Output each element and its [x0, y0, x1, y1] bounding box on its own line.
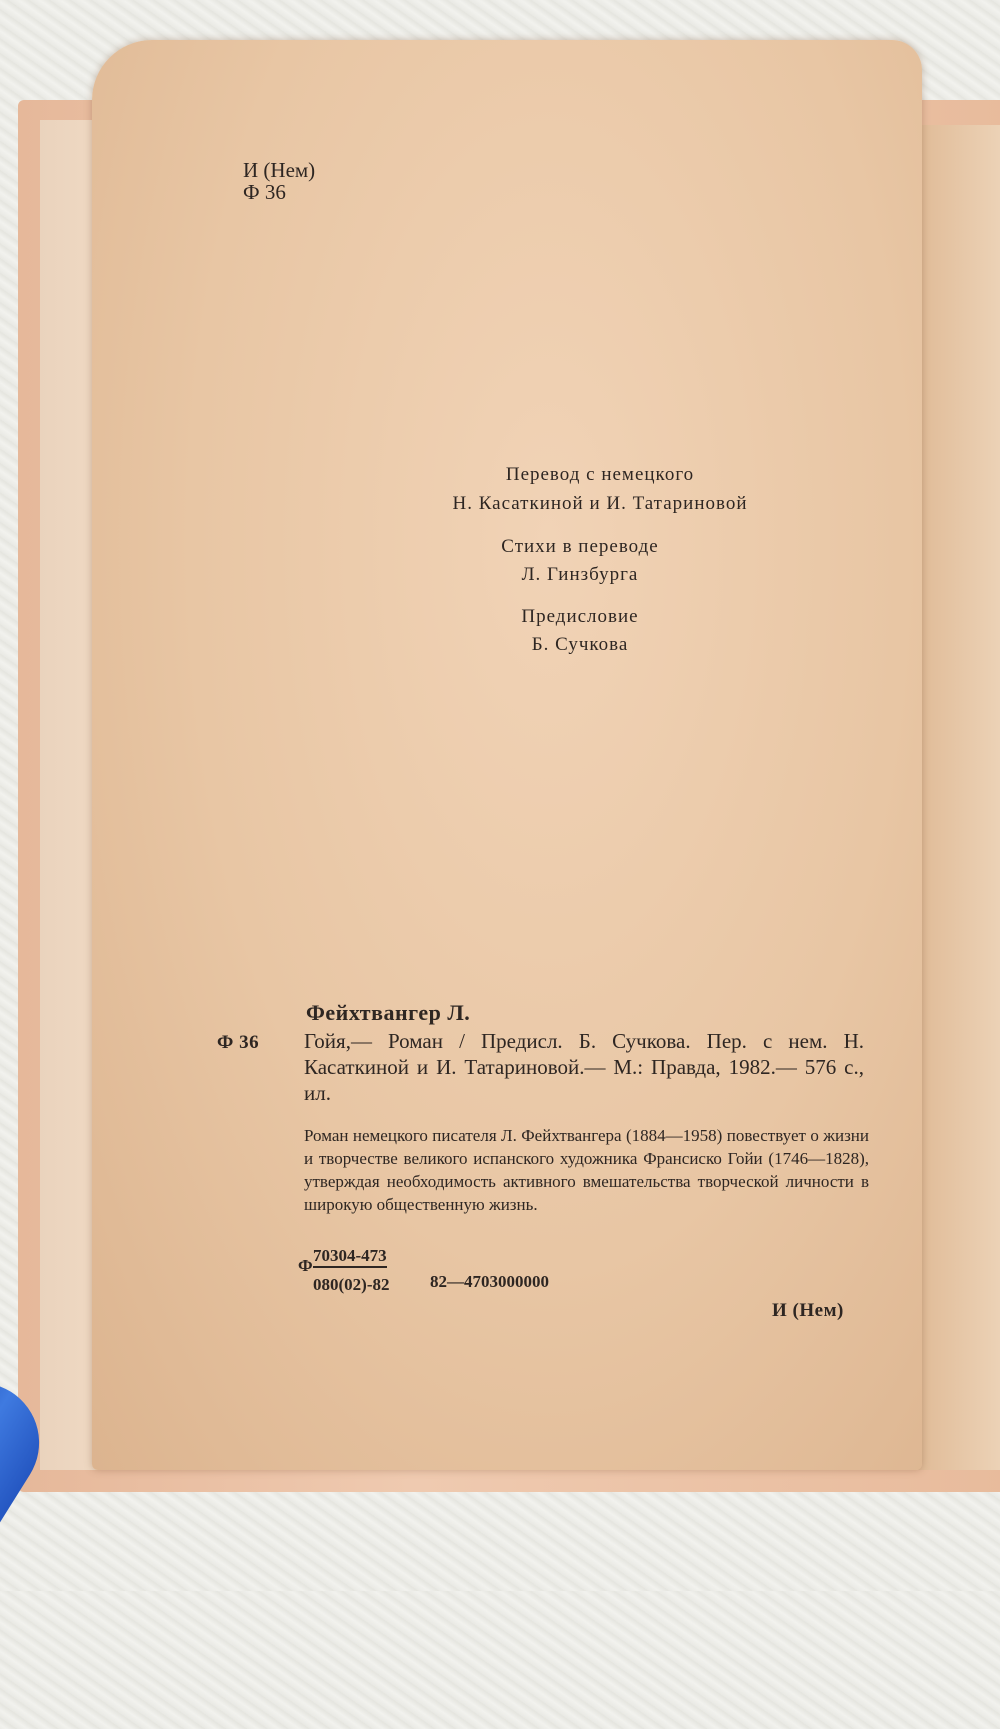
bottom-code: И (Нем): [772, 1300, 844, 1321]
index-numerator: 70304-473: [313, 1246, 387, 1268]
preface-author: Б. Сучкова: [531, 634, 629, 655]
preface-label: Предисловие: [521, 606, 639, 627]
top-code-1: И (Нем): [243, 158, 316, 182]
index-denominator: 080(02)-82: [313, 1275, 390, 1294]
index-prefix: Ф: [298, 1256, 313, 1275]
translators: Н. Касаткиной и И. Татариновой: [452, 493, 748, 514]
translation-label: Перевод с немецкого: [505, 464, 695, 485]
poems-translator: Л. Гинзбурга: [521, 564, 639, 585]
catalog-author: Фейхтвангер Л.: [306, 1000, 471, 1025]
book-page: [92, 40, 922, 1470]
top-code-2: Ф 36: [243, 180, 286, 204]
catalog-annotation: Роман немецкого писателя Л. Фейхтвангера (1884—1958) повествует о жизни и творчестве великого испанского художника Франсиско Гойи (1746—1828), утверждая необходимость активного вмешательства творческой личности в широкую общественную жизнь.: [304, 1126, 869, 1214]
facing-page-edge: [918, 125, 1000, 1470]
catalog-description: Гойя,— Роман / Предисл. Б. Сучкова. Пер. с нем. Н. Касаткиной и И. Татариновой.— М.: Правда, 1982.— 576 с., ил.: [304, 1029, 864, 1105]
catalog-code: Ф 36: [217, 1032, 260, 1053]
poems-label: Стихи в переводе: [501, 536, 659, 557]
index-tail: 82—4703000000: [430, 1272, 549, 1291]
